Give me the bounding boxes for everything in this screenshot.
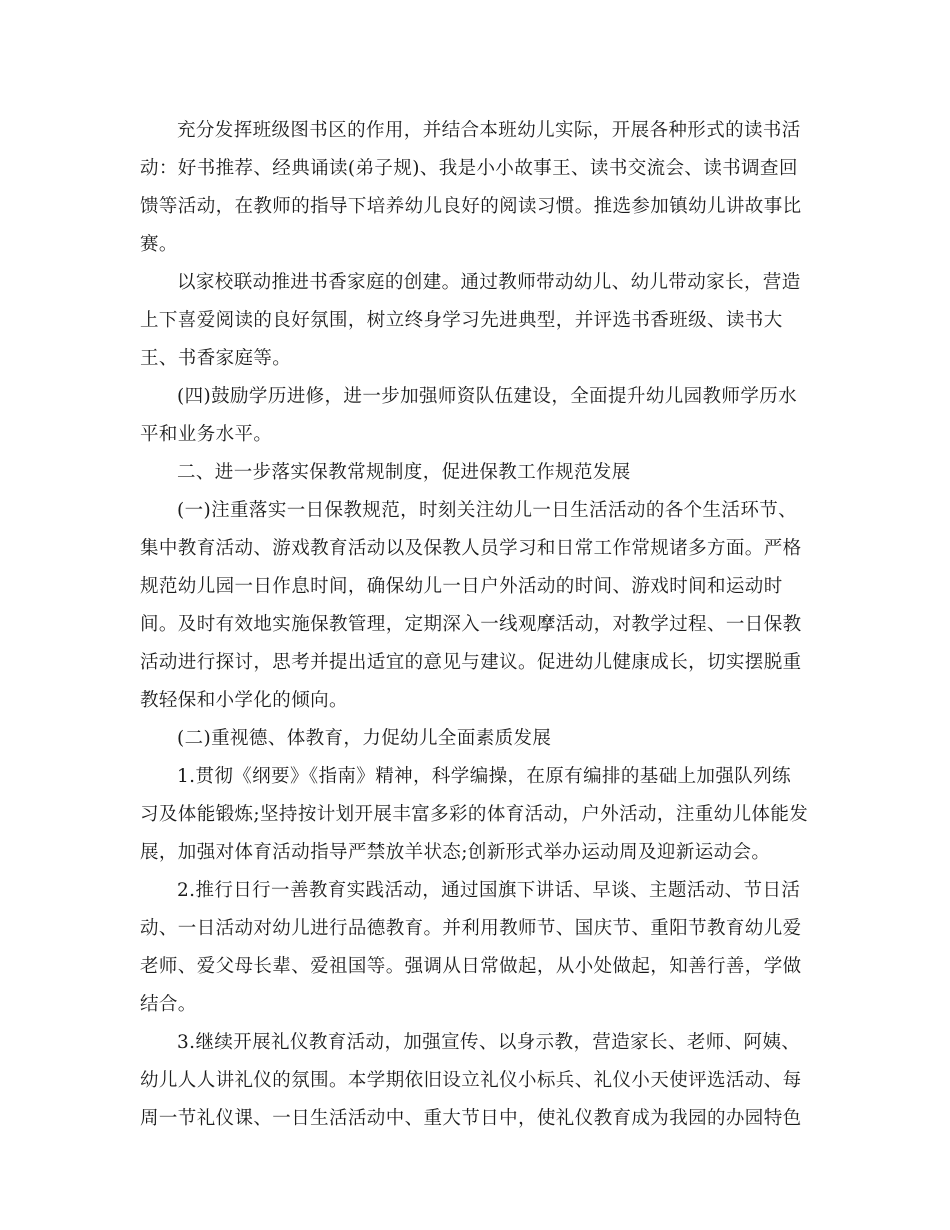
paragraph-line: 老师、爱父母长辈、爱祖国等。强调从日常做起，从小处做起，知善行善，学做 xyxy=(140,956,802,977)
subsection-heading: (二)重视德、体教育，力促幼儿全面素质发展 xyxy=(177,728,552,749)
paragraph-line: 1.贯彻《纲要》《指南》精神，科学编操，在原有编排的基础上加强队列练 xyxy=(177,766,792,787)
paragraph-line: 展，加强对体育活动指导严禁放羊状态;创新形式举办运动周及迎新运动会。 xyxy=(140,842,771,863)
paragraph-line: 充分发挥班级图书区的作用，并结合本班幼儿实际，开展各种形式的读书活 xyxy=(177,120,801,141)
paragraph-line: 平和业务水平。 xyxy=(140,424,273,445)
paragraph-line: 3.继续开展礼仪教育活动，加强宣传、以身示教，营造家长、老师、阿姨、 xyxy=(177,1032,801,1053)
paragraph-line: (四)鼓励学历进修，进一步加强师资队伍建设，全面提升幼儿园教师学历水 xyxy=(177,386,798,407)
paragraph-line: 2.推行日行一善教育实践活动，通过国旗下讲话、早谈、主题活动、节日活 xyxy=(177,880,801,901)
paragraph-line: 王、书香家庭等。 xyxy=(140,348,292,369)
paragraph-line: 集中教育活动、游戏教育活动以及保教人员学习和日常工作常规诸多方面。严格 xyxy=(140,538,802,559)
paragraph-line: 上下喜爱阅读的良好氛围，树立终身学习先进典型，并评选书香班级、读书大 xyxy=(140,310,783,331)
paragraph-line: 幼儿人人讲礼仪的氛围。本学期依旧设立礼仪小标兵、礼仪小天使评选活动、每 xyxy=(140,1070,802,1091)
paragraph-line: (一)注重落实一日保教规范，时刻关注幼儿一日生活活动的各个生活环节、 xyxy=(177,500,798,521)
paragraph-line: 习及体能锻炼;坚持按计划开展丰富多彩的体育活动，户外活动，注重幼儿体能发 xyxy=(140,804,809,825)
paragraph-line: 动：好书推荐、经典诵读(弟子规)、我是小小故事王、读书交流会、读书调查回 xyxy=(140,158,798,179)
document-body xyxy=(140,112,810,1138)
paragraph-line: 以家校联动推进书香家庭的创建。通过教师带动幼儿、幼儿带动家长，营造 xyxy=(177,272,801,293)
paragraph-line: 活动进行探讨，思考并提出适宜的意见与建议。促进幼儿健康成长，切实摆脱重 xyxy=(140,652,802,673)
paragraph-line: 赛。 xyxy=(140,234,178,255)
paragraph-line: 间。及时有效地实施保教管理，定期深入一线观摩活动，对教学过程、一日保教 xyxy=(140,614,802,635)
paragraph-line: 动、一日活动对幼儿进行品德教育。并利用教师节、国庆节、重阳节教育幼儿爱 xyxy=(140,918,802,939)
paragraph-line: 馈等活动，在教师的指导下培养幼儿良好的阅读习惯。推选参加镇幼儿讲故事比 xyxy=(140,196,802,217)
paragraph-line: 结合。 xyxy=(140,994,197,1015)
paragraph-line: 周一节礼仪课、一日生活活动中、重大节日中，使礼仪教育成为我园的办园特色 xyxy=(140,1108,802,1129)
paragraph-line: 规范幼儿园一日作息时间，确保幼儿一日户外活动的时间、游戏时间和运动时 xyxy=(140,576,783,597)
paragraph-line: 教轻保和小学化的倾向。 xyxy=(140,690,348,711)
section-heading: 二、进一步落实保教常规制度，促进保教工作规范发展 xyxy=(177,462,631,483)
